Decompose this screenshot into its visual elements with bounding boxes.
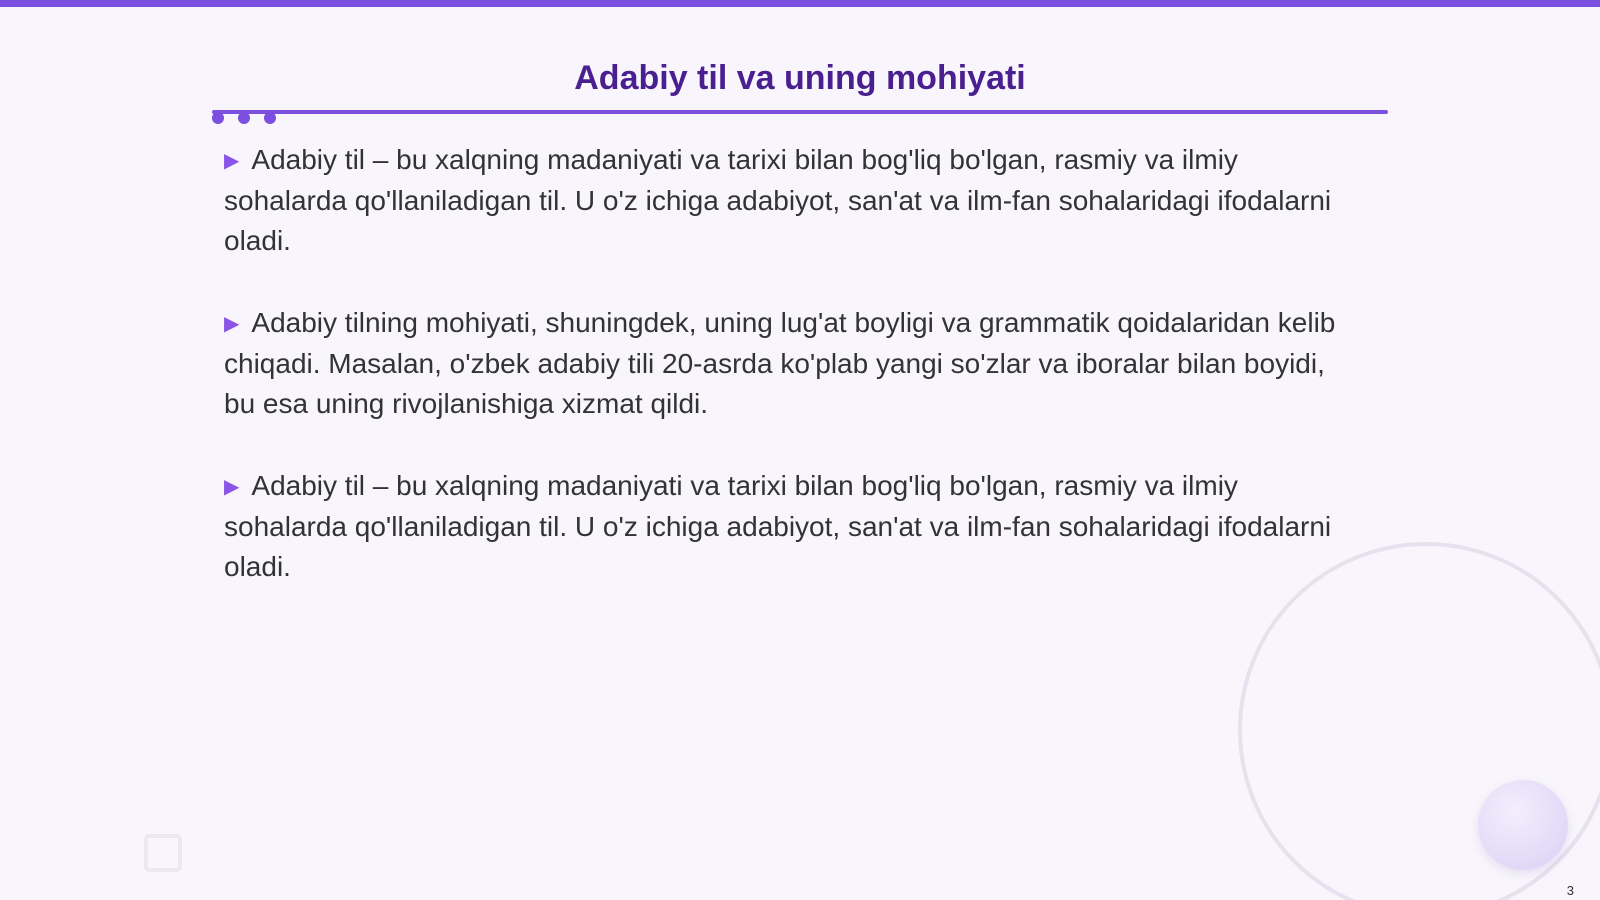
bullet-text: Adabiy til – bu xalqning madaniyati va tarixi bilan bog'liq bo'lgan, rasmiy va ilmiy sohalarda qo'llaniladigan til. U o'z ichiga adabiyot, san'at va ilm-fan sohalaridagi ifodalarni oladi. [224, 144, 1332, 256]
page-number: 3 [1566, 883, 1574, 898]
triangle-right-icon: ▶ [224, 476, 240, 498]
top-accent-bar [0, 0, 1600, 7]
triangle-right-icon: ▶ [224, 313, 240, 335]
triangle-right-icon: ▶ [224, 150, 240, 172]
decorative-sphere [1478, 780, 1568, 870]
bullet-item [224, 140, 1354, 261]
bullet-text: Adabiy tilning mohiyati, shuningdek, uning lug'at boyligi va grammatik qoidalaridan kelib chiqadi. Masalan, o'zbek adabiy tili 20-asrda ko'plab yangi so'zlar va iboralar bilan boyidi, bu esa uning rivojlanishiga xizmat qildi. [224, 307, 1336, 419]
slide-title: Adabiy til va uning mohiyati [574, 59, 1026, 97]
decorative-dot [238, 112, 250, 124]
bullet-text: Adabiy til – bu xalqning madaniyati va tarixi bilan bog'liq bo'lgan, rasmiy va ilmiy sohalarda qo'llaniladigan til. U o'z ichiga adabiyot, san'at va ilm-fan sohalaridagi ifodalarni oladi. [224, 470, 1332, 582]
decorative-square [144, 834, 182, 872]
title-underline [212, 110, 1388, 114]
decorative-dot [264, 112, 276, 124]
bullet-list [224, 140, 1354, 629]
bullet-item [224, 303, 1354, 424]
decorative-dot [212, 112, 224, 124]
bullet-item [224, 466, 1354, 587]
